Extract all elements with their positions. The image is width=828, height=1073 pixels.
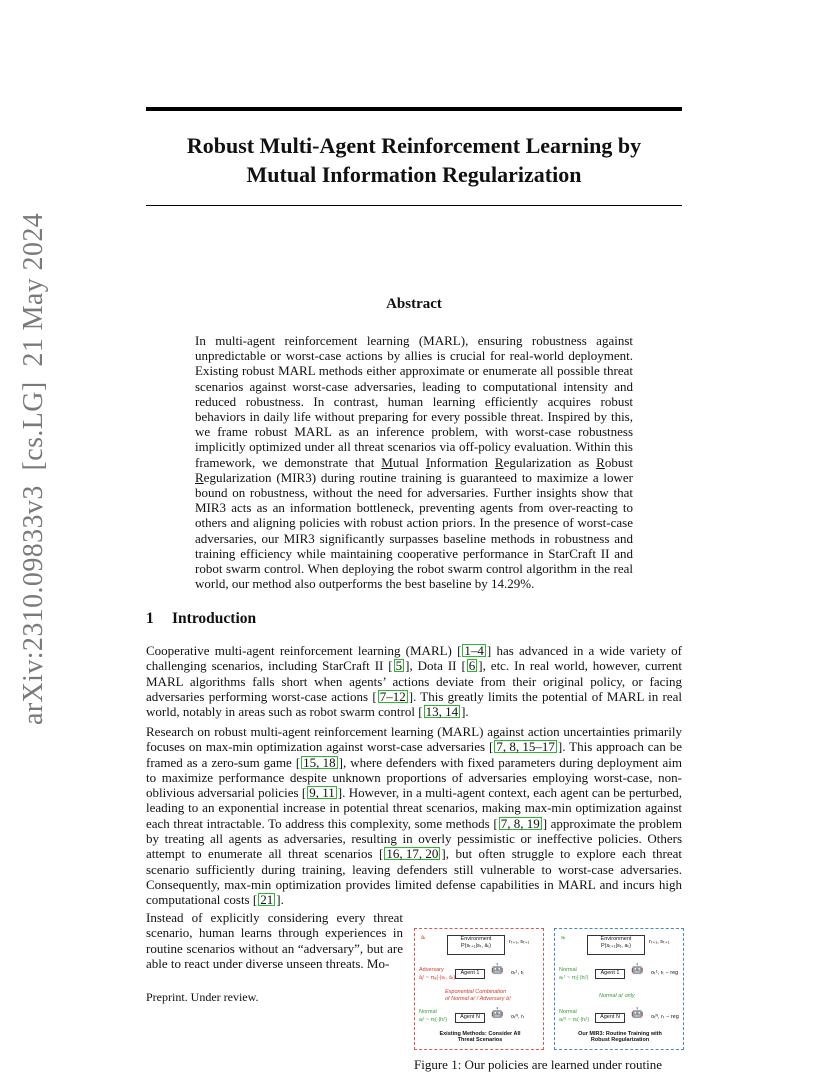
- normal-label-1: Normal: [559, 967, 577, 973]
- section-number: 1: [146, 610, 154, 627]
- normal-policy-1: aₜ¹ ~ πᵢ(·|hᵢᵗ): [559, 975, 589, 981]
- caption-line-1: Existing Methods: Consider All: [439, 1031, 521, 1037]
- joint-action: āₜ: [421, 935, 426, 941]
- robot-normal-icon: 🤖: [631, 1008, 644, 1019]
- agent-n-observation: oₜᴺ, rₜ − reg: [651, 1014, 679, 1020]
- adversary-policy: âⱼᵗ ~ πₐ(·|sₜ, āₜ): [419, 975, 456, 981]
- citation-link[interactable]: 9, 11: [309, 785, 335, 801]
- abstract-word-information: nformation: [430, 454, 495, 470]
- joint-action: aₜ: [561, 935, 566, 941]
- normal-policy: aᵢᵗ ~ πᵢ(·|hᵢᵗ): [419, 1017, 448, 1023]
- abstract-heading: Abstract: [386, 296, 442, 312]
- env-title: Environment: [460, 936, 492, 942]
- environment-box: [587, 935, 645, 955]
- normal-only-label: Normal aᵢᵗ only: [599, 993, 635, 999]
- intro-paragraph-1: Cooperative multi-agent reinforcement learning (MARL) [ 1–4 ] has advanced in a wide variety of challenging scenarios, including StarCraft II [ 5 ], Dota II [ 6 ], etc. In real world, however, current MARL algorithms falls short when agents’ actions deviate from their original policy, or facing adversaries performing worst-case actions [ 7–12 ]. This greatly limits the potential of MARL in real world, notably in areas such as robot swarm control [ 13, 14 ].: [146, 643, 682, 720]
- citation-link[interactable]: 6: [468, 658, 476, 674]
- citation-link[interactable]: 15, 18: [303, 754, 336, 770]
- robot-normal-icon: 🤖: [631, 964, 644, 975]
- caption-line-2: Threat Scenarios: [457, 1037, 503, 1043]
- env-dynamics: P(sₜ₊₁|sₜ, āₜ): [460, 943, 491, 949]
- adversary-label: Adversary: [419, 967, 444, 973]
- section-title: Introduction: [172, 610, 257, 627]
- intro-paragraph-2: Research on robust multi-agent reinforcement learning (MARL) against action uncertainties primarily focuses on max-min optimization against worst-case adversaries [ 7, 8, 15–17 ]. This approach can be framed as a zero-sum game [ 15, 18 ], where defenders with fixed parameters during deployment aim to maximize performance despite unknown proportions of adversaries employing worst-case, non-oblivious adversarial policies [ 9, 11 ]. However, in a multi-agent context, each agent can be perturbed, leading to an exponential increase in potential threat scenarios, making max-min optimization against each threat intractable. To address this complexity, some methods [ 7, 8, 19 ] approximate the problem by treating all agents as adversaries, resulting in overly pessimistic or ineffective policies. Others attempt to enumerate all threat scenarios [ 16, 17, 20 ], but often struggle to explore each threat scenario sufficiently during training, leaving defenders still vulnerable to worst-case adversaries. Consequently, max-min optimization provides limited defense capabilities in MARL and incurs high computational costs [ 21 ].: [146, 724, 683, 908]
- combination-label: Exponential Combination: [445, 989, 507, 995]
- citation-link[interactable]: 1–4: [464, 643, 484, 658]
- citation-link[interactable]: 21: [260, 892, 274, 908]
- env-output: rₜ₊₁, sₜ₊₁: [649, 939, 670, 945]
- paper-title: [146, 131, 682, 189]
- normal-label-2: Normal: [559, 1009, 577, 1015]
- agent-1-observation: oₜ¹, rₜ: [511, 970, 525, 976]
- agent-1-label: Agent 1: [460, 970, 480, 976]
- agent-n-label: Agent N: [600, 1014, 620, 1020]
- figure-1: [414, 928, 684, 1050]
- caption-line-2: Robust Regularization: [590, 1037, 650, 1043]
- abstract-part-b: egularization (MIR3) during routine training is guaranteed to maximize a lower bound on robustness, without the need for adversaries. Further insights show that MIR3 acts as an information bottleneck, preventing agents from over-reacting to others and aligning policies with robust action priors. In the presence of worst-case adversaries, our MIR3 significantly surpasses baseline methods in robustness and training efficiency while maintaining cooperative performance in StarCraft II and robot swarm control. When deploying the robot swarm control algorithm in the real world, our method also outperforms the best baseline by 14.29%.: [195, 469, 633, 592]
- text: , where defenders with fixed parameters during deployment aim to maximize performance despite unknown proportions of adversaries employing worst-case, non-oblivious adversarial policies: [146, 754, 682, 801]
- caption-line-1: Our MIR3: Routine Training with: [578, 1031, 662, 1037]
- abstract-part-a: In multi-agent reinforcement learning (MARL), ensuring robustness against unpredictable or worst-case actions by allies is crucial for real-world deployment. Existing robust MARL methods either approximate or enumerate all possible threat scenarios against worst-case adversaries, leading to computational intensity and reduced robustness. In contrast, human learning efficiently acquires robust behaviors in daily life without preparing for every possible threat. Inspired by this, we frame robust MARL as an inference problem, with worst-case robustness implicitly optimized under all threat scenarios via off-policy evaluation. Within this framework, we demonstrate that: [195, 333, 633, 470]
- figure-panel-existing: [414, 928, 544, 1050]
- intro-paragraph-3: Instead of explicitly considering every threat scenario, human learns through experiences in routine scenarios without an “adversary”, but are able to react under diverse unseen threats. Mo-: [146, 910, 403, 971]
- figure-panel-mir3: [554, 928, 684, 1050]
- text: Research on robust multi-agent reinforcement learning (MARL) against action uncertainties primarily focuses on max-min optimization against worst-case adversaries: [146, 724, 682, 755]
- section-heading: [146, 610, 256, 628]
- abstract-text: [195, 333, 633, 591]
- agent-1-label: Agent 1: [600, 970, 620, 976]
- agent-1-observation: oₜ¹, rₜ − reg: [651, 970, 679, 976]
- text: , etc. In real world, however, current MARL algorithms falls short when agents’ actions deviate from their original policy, or facing adversaries performing worst-case actions: [146, 658, 682, 704]
- title-line-1: Robust Multi-Agent Reinforcement Learning by: [186, 133, 642, 158]
- abstract-acronym-i: I: [425, 454, 431, 470]
- text: . This approach can be framed as a zero-sum game: [146, 739, 682, 770]
- abstract-acronym-r3: R: [195, 469, 204, 485]
- env-output: rₜ₊₁, sₜ₊₁: [509, 939, 530, 945]
- environment-box: [447, 935, 505, 955]
- citation-link[interactable]: 7, 8, 19: [500, 815, 540, 831]
- agent-1-box: [455, 969, 485, 979]
- agent-n-box: [455, 1013, 485, 1023]
- text: , but often struggle to explore each threat scenario sufficiently during training, leaving defenders still vulnerable to worst-case adversaries. Consequently, max-min optimization provides limited defense capabilities in MARL and incurs high computational costs: [146, 846, 683, 908]
- text: .: [465, 704, 469, 720]
- abstract-word-robust: obust: [604, 454, 634, 470]
- preprint-note: Preprint. Under review.: [146, 990, 259, 1004]
- title-line-2: Mutual Information Regularization: [246, 162, 582, 187]
- robot-adversary-icon: 🤖: [491, 964, 504, 975]
- combination-detail: of Normal aᵢᵗ / Adversary âⱼᵗ: [445, 996, 511, 1002]
- citation-link[interactable]: 7–12: [379, 688, 406, 704]
- agent-n-observation: oₜᴺ, rₜ: [511, 1014, 525, 1020]
- text: . However, in a multi-agent context, each agent can be perturbed, leading to an exponential increase in potential threat scenarios, making max-min optimization against each threat intractable. To address this complexity, some methods: [146, 785, 682, 831]
- abstract-word-mutual: utual: [392, 454, 426, 470]
- text: , Dota II: [409, 658, 462, 674]
- abstract-word-regularization: egularization as: [503, 454, 597, 470]
- abstract-acronym-r2: R: [596, 454, 605, 470]
- env-dynamics: P(sₜ₊₁|sₜ, aₜ): [600, 943, 631, 949]
- agent-n-label: Agent N: [460, 1014, 480, 1020]
- normal-label: Normal: [419, 1009, 437, 1015]
- robot-normal-icon: 🤖: [491, 1008, 504, 1019]
- agent-1-box: [595, 969, 625, 979]
- normal-policy-2: aₜᴺ ~ πᵢ(·|hᵢᵗ): [559, 1017, 590, 1023]
- title-bottom-rule: [146, 205, 682, 206]
- citation-link[interactable]: 5: [395, 658, 403, 674]
- text: has advanced in a wide variety of challenging scenarios, including StarCraft II: [146, 643, 682, 674]
- arxiv-identifier: arXiv:2310.09833v3 [cs.LG] 21 May 2024: [18, 212, 49, 725]
- env-title: Environment: [600, 936, 632, 942]
- text: Cooperative multi-agent reinforcement learning (MARL): [146, 643, 458, 658]
- title-top-rule: [146, 107, 682, 111]
- text: . This greatly limits the potential of MARL in real world, notably in areas such as robot swarm control: [146, 688, 682, 720]
- abstract-acronym-r1: R: [494, 454, 504, 470]
- citation-link[interactable]: 7, 8, 15–17: [496, 739, 555, 755]
- abstract-acronym-m: M: [381, 454, 393, 470]
- text: .: [280, 892, 284, 908]
- panel-caption-left: [415, 1031, 545, 1043]
- figure-caption: Figure 1: Our policies are learned under routine: [414, 1057, 662, 1072]
- panel-caption-right: [555, 1031, 685, 1043]
- text: approximate the problem by treating all agents as adversaries, resulting in overly pessimistic or ineffective policies. Others attempt to enumerate all threat scenarios: [146, 815, 682, 862]
- citation-link[interactable]: 13, 14: [425, 704, 459, 720]
- agent-n-box: [595, 1013, 625, 1023]
- citation-link[interactable]: 16, 17, 20: [386, 846, 439, 862]
